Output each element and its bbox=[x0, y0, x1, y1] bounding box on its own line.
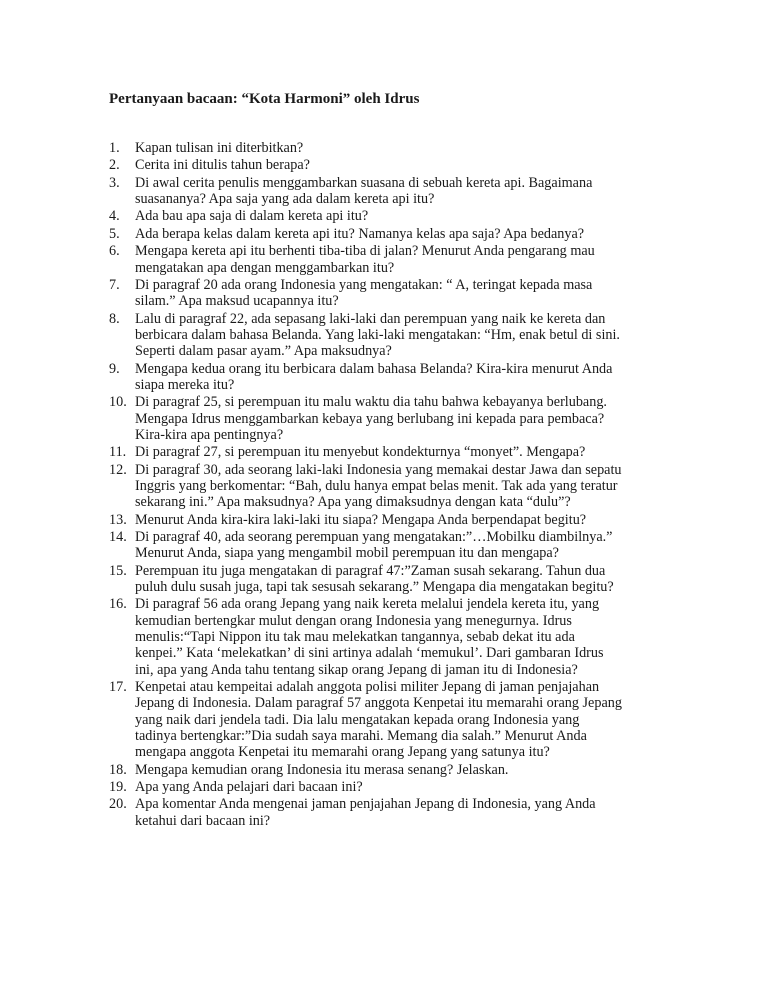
question-text bbox=[135, 462, 669, 511]
question-text bbox=[135, 596, 669, 677]
question-item bbox=[109, 796, 669, 829]
question-text bbox=[135, 762, 669, 778]
question-number: 3. bbox=[109, 174, 120, 191]
question-text bbox=[135, 563, 669, 596]
question-line: Apa komentar Anda mengenai jaman penjajahan Jepang di Indonesia, yang Anda bbox=[135, 796, 596, 813]
question-number: 14. bbox=[109, 529, 127, 546]
question-line: silam.” Apa maksud ucapannya itu? bbox=[135, 293, 339, 310]
question-line: Mengapa kereta api itu berhenti tiba-tiba di jalan? Menurut Anda pengarang mau bbox=[135, 243, 595, 260]
question-line: Mengapa kemudian orang Indonesia itu merasa senang? Jelaskan. bbox=[135, 761, 509, 778]
question-line: Kapan tulisan ini diterbitkan? bbox=[135, 140, 304, 156]
question-line: mengapa anggota Kenpetai itu memarahi orang Jepang yang satunya itu? bbox=[135, 744, 550, 761]
question-line: mengatakan apa dengan menggambarkan itu? bbox=[135, 259, 395, 276]
question-text bbox=[135, 140, 669, 156]
question-item bbox=[109, 462, 669, 511]
question-number: 7. bbox=[109, 276, 120, 293]
question-line: Di paragraf 30, ada seorang laki-laki Indonesia yang memakai destar Jawa dan sepatu bbox=[135, 461, 622, 478]
question-item bbox=[109, 394, 669, 443]
question-line: Di awal cerita penulis menggambarkan suasana di sebuah kereta api. Bagaimana bbox=[135, 174, 593, 191]
question-line: Lalu di paragraf 22, ada sepasang laki-laki dan perempuan yang naik ke kereta dan bbox=[135, 310, 606, 327]
question-line: Cerita ini ditulis tahun berapa? bbox=[135, 157, 310, 174]
question-item bbox=[109, 444, 669, 460]
question-line: Kira-kira apa pentingnya? bbox=[135, 426, 284, 443]
question-number: 20. bbox=[109, 796, 127, 813]
question-number: 11. bbox=[109, 444, 127, 461]
question-line: berbicara dalam bahasa Belanda. Yang laki-laki mengatakan: “Hm, enak betul di sini. bbox=[135, 326, 620, 343]
question-line: Mengapa Idrus menggambarkan kebaya yang berlubang ini kepada para pembaca? bbox=[135, 410, 605, 427]
question-line: Seperti dalam pasar ayam.” Apa maksudnya? bbox=[135, 343, 392, 360]
question-item bbox=[109, 361, 669, 394]
question-line: Di paragraf 27, si perempuan itu menyebut kondekturnya “monyet”. Mengapa? bbox=[135, 444, 586, 461]
question-number: 19. bbox=[109, 778, 127, 795]
question-text bbox=[135, 394, 669, 443]
question-text bbox=[135, 512, 669, 528]
question-number: 17. bbox=[109, 679, 127, 695]
question-number: 1. bbox=[109, 140, 120, 156]
question-item bbox=[109, 140, 669, 156]
question-line: Menurut Anda, siapa yang mengambil mobil perempuan itu dan mengapa? bbox=[135, 545, 559, 562]
question-line: kenpei.” Kata ‘melekatkan’ di sini artinya adalah ‘memukul’. Dari gambaran Idrus bbox=[135, 645, 604, 662]
question-text bbox=[135, 277, 669, 310]
question-text bbox=[135, 157, 669, 173]
question-line: ketahui dari bacaan ini? bbox=[135, 812, 271, 829]
question-text bbox=[135, 243, 669, 276]
question-item bbox=[109, 157, 669, 173]
question-line: Di paragraf 25, si perempuan itu malu waktu dia tahu bahwa kebayanya berlubang. bbox=[135, 394, 607, 411]
question-line: kemudian bertengkar mulut dengan orang Indonesia yang menegurnya. Idrus bbox=[135, 612, 572, 629]
question-line: menulis:“Tapi Nippon itu tak mau melekatkan tangannya, sebab dekat itu ada bbox=[135, 629, 575, 646]
question-item bbox=[109, 226, 669, 242]
question-number: 16. bbox=[109, 596, 127, 613]
question-text bbox=[135, 311, 669, 360]
question-line: sekarang ini.” Apa maksudnya? Apa yang dimaksudnya dengan kata “dulu”? bbox=[135, 494, 571, 511]
question-number: 5. bbox=[109, 225, 120, 242]
question-text bbox=[135, 208, 669, 224]
question-text bbox=[135, 679, 669, 760]
question-line: siapa mereka itu? bbox=[135, 376, 235, 393]
question-line: Kenpetai atau kempeitai adalah anggota polisi militer Jepang di jaman penjajahan bbox=[135, 679, 600, 695]
question-number: 9. bbox=[109, 360, 120, 377]
question-text bbox=[135, 796, 669, 829]
question-line: Jepang di Indonesia. Dalam paragraf 57 anggota Kenpetai itu memarahi orang Jepang bbox=[135, 695, 622, 712]
question-item bbox=[109, 762, 669, 778]
question-line: yang naik dari jendela tadi. Dia lalu mengatakan kepada orang Indonesia yang bbox=[135, 711, 580, 728]
question-number: 12. bbox=[109, 461, 127, 478]
question-text bbox=[135, 529, 669, 562]
question-line: Ada bau apa saja di dalam kereta api itu? bbox=[135, 208, 369, 225]
question-number: 2. bbox=[109, 157, 120, 174]
question-line: Mengapa kedua orang itu berbicara dalam bahasa Belanda? Kira-kira menurut Anda bbox=[135, 360, 613, 377]
question-line: tadinya bertengkar:”Dia sudah saya marahi. Memang dia salah.” Menurut Anda bbox=[135, 727, 587, 744]
question-line: Menurut Anda kira-kira laki-laki itu siapa? Mengapa Anda berpendapat begitu? bbox=[135, 511, 587, 528]
question-number: 6. bbox=[109, 243, 120, 260]
question-item bbox=[109, 277, 669, 310]
question-item bbox=[109, 311, 669, 360]
question-text bbox=[135, 361, 669, 394]
question-item bbox=[109, 529, 669, 562]
question-text bbox=[135, 226, 669, 242]
question-line: ini, apa yang Anda tahu tentang sikap orang Jepang di jaman itu di Indonesia? bbox=[135, 661, 578, 678]
question-number: 8. bbox=[109, 310, 120, 327]
question-line: Apa yang Anda pelajari dari bacaan ini? bbox=[135, 778, 363, 795]
question-text bbox=[135, 444, 669, 460]
question-line: Di paragraf 20 ada orang Indonesia yang mengatakan: “ A, teringat kepada masa bbox=[135, 276, 593, 293]
question-text bbox=[135, 779, 669, 795]
question-item bbox=[109, 563, 669, 596]
question-line: Perempuan itu juga mengatakan di paragraf 47:”Zaman susah sekarang. Tahun dua bbox=[135, 562, 606, 579]
question-number: 18. bbox=[109, 761, 127, 778]
question-item bbox=[109, 243, 669, 276]
question-item bbox=[109, 679, 669, 760]
question-line: Inggris yang berkomentar: “Bah, dulu hanya empat belas menit. Tak ada yang teratur bbox=[135, 477, 618, 494]
question-item bbox=[109, 512, 669, 528]
question-item bbox=[109, 208, 669, 224]
question-line: suasananya? Apa saja yang ada dalam kereta api itu? bbox=[135, 191, 435, 208]
question-number: 13. bbox=[109, 511, 127, 528]
question-line: puluh dulu susah juga, tapi tak sesusah sekarang.” Mengapa dia mengatakan begitu? bbox=[135, 579, 614, 596]
question-line: Ada berapa kelas dalam kereta api itu? Namanya kelas apa saja? Apa bedanya? bbox=[135, 225, 585, 242]
question-list bbox=[109, 140, 669, 830]
question-item bbox=[109, 779, 669, 795]
question-line: Di paragraf 56 ada orang Jepang yang naik kereta melalui jendela kereta itu, yang bbox=[135, 596, 600, 613]
question-item bbox=[109, 175, 669, 208]
question-number: 15. bbox=[109, 562, 127, 579]
page-title: Pertanyaan bacaan: “Kota Harmoni” oleh Idrus bbox=[109, 91, 420, 107]
question-item bbox=[109, 596, 669, 677]
question-text bbox=[135, 175, 669, 208]
question-number: 4. bbox=[109, 208, 120, 225]
question-number: 10. bbox=[109, 394, 127, 411]
question-line: Di paragraf 40, ada seorang perempuan yang mengatakan:”…Mobilku diambilnya.” bbox=[135, 529, 613, 546]
